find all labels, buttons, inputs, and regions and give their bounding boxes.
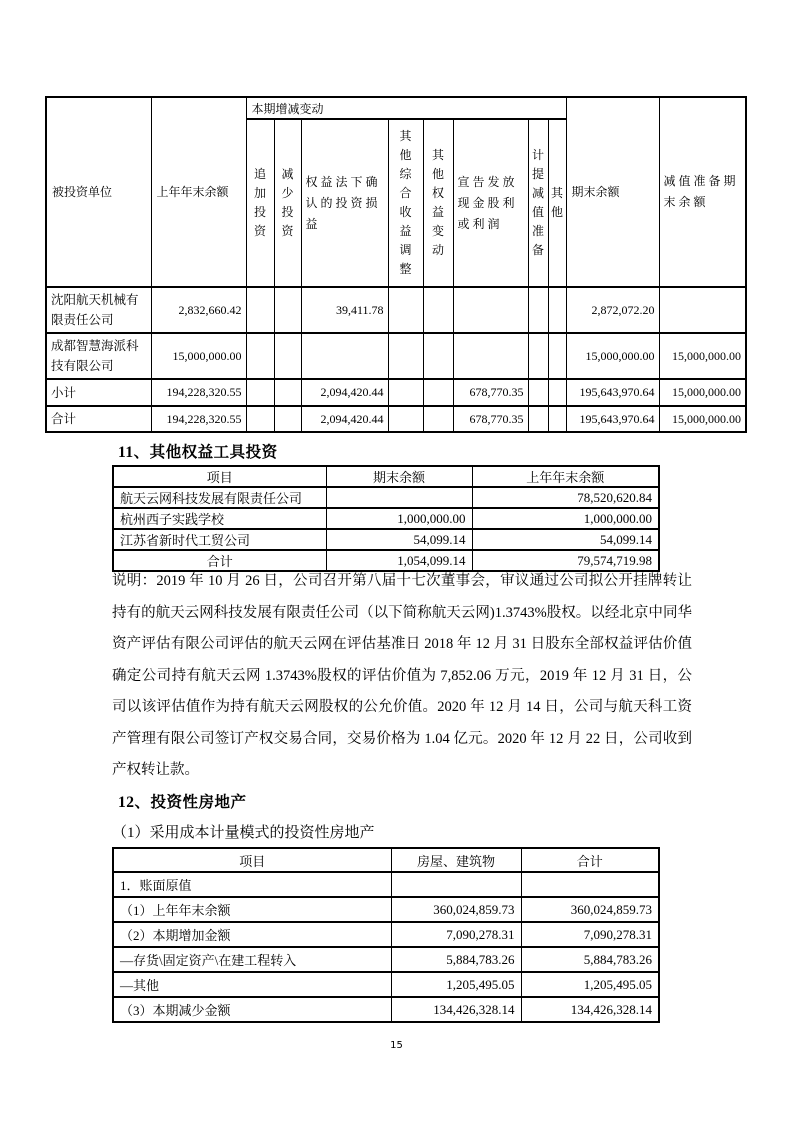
data-cell: 1,000,000.00 bbox=[472, 508, 659, 529]
data-cell: 79,574,719.98 bbox=[472, 550, 659, 571]
item-name: 航天云网科技发展有限责任公司 bbox=[113, 487, 326, 508]
table-header-row-1 bbox=[46, 97, 746, 119]
row-label: 合计 bbox=[46, 406, 151, 432]
header-buildings: 房屋、建筑物 bbox=[391, 848, 521, 872]
data-cell: 194,228,320.55 bbox=[151, 379, 246, 406]
row-label: （1）上年年末余额 bbox=[113, 897, 391, 922]
data-cell bbox=[246, 379, 274, 406]
header-item: 项目 bbox=[113, 848, 391, 872]
data-cell: 194,228,320.55 bbox=[151, 406, 246, 432]
data-cell bbox=[246, 333, 274, 379]
data-cell: 54,099.14 bbox=[472, 529, 659, 550]
data-cell bbox=[528, 379, 548, 406]
header-prior-balance: 上年年末余额 bbox=[151, 97, 246, 287]
data-cell bbox=[388, 406, 423, 432]
data-cell bbox=[388, 379, 423, 406]
table-row bbox=[113, 487, 659, 508]
subtotal-row bbox=[46, 379, 746, 406]
data-cell: 15,000,000.00 bbox=[659, 333, 746, 379]
section-11-note: 说明：2019 年 10 月 26 日，公司召开第八届十七次董事会，审议通过公司拟公开挂牌转让持有的航天云网科技发展有限责任公司（以下简称航天云网)1.3743%股权。以经北京中同华资产评估有限公司评估的航天云网在评估基准日 2018 年 12 月 31 日股东全部权益评估价值确定公司持有航天云网 1.3743%股权的评估价值为 7,852.06 万元，2019 年 12 月 31 日，公司以该评估值作为持有航天云网股权的公允价值。2020 年 12 月 14 日，公司与航天科工资产管理有限公司签订产权交易合同，交易价格为 1.04 亿元。2020 年 12 月 22 日，公司收到产权转让款。 bbox=[112, 573, 692, 778]
data-cell bbox=[274, 379, 301, 406]
data-cell: 7,090,278.31 bbox=[391, 922, 521, 947]
data-cell: 5,884,783.26 bbox=[391, 947, 521, 972]
data-cell: 360,024,859.73 bbox=[391, 897, 521, 922]
data-cell bbox=[548, 406, 566, 432]
data-cell bbox=[388, 287, 423, 333]
data-cell bbox=[274, 287, 301, 333]
data-cell bbox=[548, 379, 566, 406]
data-cell: 2,872,072.20 bbox=[566, 287, 659, 333]
table-header-row bbox=[113, 466, 659, 487]
header-total: 合计 bbox=[521, 848, 659, 872]
section-11-title: 11、其他权益工具投资 bbox=[118, 444, 278, 461]
section-12-title: 12、投资性房地产 bbox=[118, 794, 247, 811]
header-impairment-provision: 计提减值准备 bbox=[528, 119, 548, 287]
investee-name: 沈阳航天机械有限责任公司 bbox=[46, 287, 151, 333]
data-cell: 678,770.35 bbox=[453, 379, 528, 406]
row-label: 小计 bbox=[46, 379, 151, 406]
item-name: 江苏省新时代工贸公司 bbox=[113, 529, 326, 550]
header-equity-method-pnl: 权益法下确认的投资损益 bbox=[301, 119, 388, 287]
data-cell: 195,643,970.64 bbox=[566, 379, 659, 406]
table-row bbox=[113, 997, 659, 1022]
data-cell: 7,090,278.31 bbox=[521, 922, 659, 947]
data-cell: 15,000,000.00 bbox=[659, 406, 746, 432]
table-row bbox=[113, 972, 659, 997]
data-cell bbox=[528, 287, 548, 333]
data-cell: 15,000,000.00 bbox=[151, 333, 246, 379]
page-number: 15 bbox=[390, 1040, 403, 1051]
data-cell bbox=[246, 287, 274, 333]
data-cell bbox=[453, 333, 528, 379]
data-cell bbox=[548, 333, 566, 379]
row-label: 1．账面原值 bbox=[113, 872, 391, 897]
header-reduced-investment: 减少投资 bbox=[274, 119, 301, 287]
table-row bbox=[113, 508, 659, 529]
row-label: —存货\固定资产\在建工程转入 bbox=[113, 947, 391, 972]
data-cell bbox=[388, 333, 423, 379]
equity-investment-changes-table bbox=[45, 96, 747, 433]
table-row bbox=[46, 333, 746, 379]
header-current-changes-group: 本期增减变动 bbox=[246, 97, 566, 119]
table-row bbox=[46, 287, 746, 333]
investment-property-table bbox=[112, 847, 660, 1023]
table-row bbox=[113, 947, 659, 972]
header-oci-adjustment: 其他综合收益调整 bbox=[388, 119, 423, 287]
header-prior-balance: 上年年末余额 bbox=[472, 466, 659, 487]
header-item: 项目 bbox=[113, 466, 326, 487]
data-cell: 5,884,783.26 bbox=[521, 947, 659, 972]
row-label: （3）本期减少金额 bbox=[113, 997, 391, 1022]
data-cell bbox=[423, 406, 453, 432]
data-cell: 15,000,000.00 bbox=[659, 379, 746, 406]
data-cell bbox=[528, 406, 548, 432]
table-row bbox=[113, 872, 659, 897]
row-label: （2）本期增加金额 bbox=[113, 922, 391, 947]
row-label: —其他 bbox=[113, 972, 391, 997]
data-cell: 134,426,328.14 bbox=[391, 997, 521, 1022]
data-cell bbox=[391, 872, 521, 897]
header-ending-balance: 期末余额 bbox=[566, 97, 659, 287]
data-cell: 1,054,099.14 bbox=[326, 550, 472, 571]
table-header-row bbox=[113, 848, 659, 872]
data-cell: 360,024,859.73 bbox=[521, 897, 659, 922]
data-cell bbox=[274, 333, 301, 379]
data-cell bbox=[246, 406, 274, 432]
data-cell: 1,000,000.00 bbox=[326, 508, 472, 529]
data-cell: 39,411.78 bbox=[301, 287, 388, 333]
data-cell: 54,099.14 bbox=[326, 529, 472, 550]
data-cell bbox=[274, 406, 301, 432]
header-other: 其他 bbox=[548, 119, 566, 287]
data-cell: 195,643,970.64 bbox=[566, 406, 659, 432]
data-cell: 134,426,328.14 bbox=[521, 997, 659, 1022]
row-label: 合计 bbox=[113, 550, 326, 571]
data-cell bbox=[453, 287, 528, 333]
table-row bbox=[113, 922, 659, 947]
header-declared-dividend: 宣告发放现金股利或利润 bbox=[453, 119, 528, 287]
data-cell bbox=[423, 287, 453, 333]
data-cell bbox=[423, 333, 453, 379]
header-investee: 被投资单位 bbox=[46, 97, 151, 287]
item-name: 杭州西子实践学校 bbox=[113, 508, 326, 529]
table-row bbox=[113, 529, 659, 550]
header-ending-balance: 期末余额 bbox=[326, 466, 472, 487]
section-12-subtitle: （1）采用成本计量模式的投资性房地产 bbox=[112, 825, 375, 841]
data-cell: 1,205,495.05 bbox=[521, 972, 659, 997]
header-impairment-ending: 减值准备期末余额 bbox=[659, 97, 746, 287]
data-cell bbox=[521, 872, 659, 897]
data-cell bbox=[326, 487, 472, 508]
total-row bbox=[46, 406, 746, 432]
header-other-equity-change: 其他权益变动 bbox=[423, 119, 453, 287]
data-cell: 2,094,420.44 bbox=[301, 379, 388, 406]
data-cell: 15,000,000.00 bbox=[566, 333, 659, 379]
data-cell bbox=[528, 333, 548, 379]
other-equity-instruments-table bbox=[112, 465, 660, 572]
data-cell: 1,205,495.05 bbox=[391, 972, 521, 997]
data-cell: 678,770.35 bbox=[453, 406, 528, 432]
investee-name: 成都智慧海派科技有限公司 bbox=[46, 333, 151, 379]
table-row bbox=[113, 897, 659, 922]
data-cell bbox=[423, 379, 453, 406]
data-cell bbox=[548, 287, 566, 333]
data-cell: 2,094,420.44 bbox=[301, 406, 388, 432]
data-cell bbox=[301, 333, 388, 379]
data-cell: 2,832,660.42 bbox=[151, 287, 246, 333]
data-cell bbox=[659, 287, 746, 333]
data-cell: 78,520,620.84 bbox=[472, 487, 659, 508]
header-additional-investment: 追加投资 bbox=[246, 119, 274, 287]
